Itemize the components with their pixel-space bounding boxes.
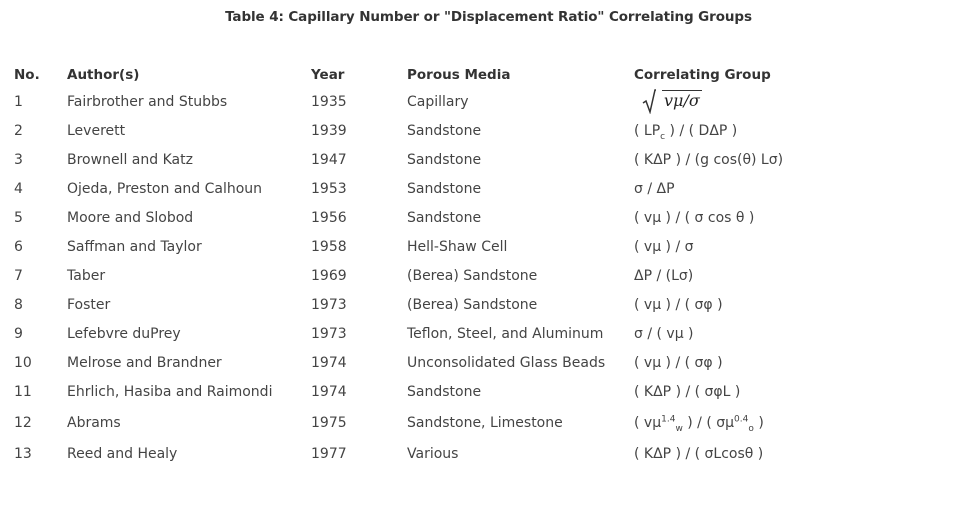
group-part: ) / ( DΔP ) xyxy=(665,123,738,139)
row-no: 2 xyxy=(14,123,23,139)
table-row xyxy=(0,204,977,233)
table-row xyxy=(0,349,977,378)
row-no: 1 xyxy=(14,94,23,110)
row-correlating-group: ( vμ ) / ( σ cos θ ) xyxy=(634,210,755,226)
row-no: 4 xyxy=(14,181,23,197)
row-correlating-group: ( vμ ) / ( σφ ) xyxy=(634,355,723,371)
row-correlating-group: ( KΔP ) / (g cos(θ) Lσ) xyxy=(634,152,784,168)
group-subscript: w xyxy=(675,423,683,434)
row-author: Fairbrother and Stubbs xyxy=(67,94,228,110)
group-subscript: o xyxy=(748,423,754,434)
row-no: 10 xyxy=(14,355,32,371)
row-porous-media: Various xyxy=(407,446,459,462)
table-header-row xyxy=(0,62,977,88)
row-author: Leverett xyxy=(67,123,126,139)
header-no: No. xyxy=(14,67,40,83)
row-correlating-group: ( vμ ) / ( σφ ) xyxy=(634,297,723,313)
row-year: 1939 xyxy=(311,123,347,139)
table-row xyxy=(0,378,977,407)
table-row xyxy=(0,440,977,469)
row-year: 1958 xyxy=(311,239,347,255)
row-correlating-group: σ / ΔP xyxy=(634,181,675,197)
row-no: 8 xyxy=(14,297,23,313)
row-correlating-group: ( KΔP ) / ( σφL ) xyxy=(634,384,741,400)
row-year: 1969 xyxy=(311,268,347,284)
row-porous-media: Sandstone xyxy=(407,210,482,226)
row-author: Ehrlich, Hasiba and Raimondi xyxy=(67,384,273,400)
row-author: Lefebvre duPrey xyxy=(67,326,181,342)
square-root-icon xyxy=(642,88,656,114)
table-row xyxy=(0,407,977,440)
table-row xyxy=(0,117,977,146)
row-author: Abrams xyxy=(67,415,121,431)
row-no: 9 xyxy=(14,326,23,342)
group-superscript: 0.4 xyxy=(734,414,749,425)
row-no: 7 xyxy=(14,268,23,284)
row-porous-media: Sandstone xyxy=(407,384,482,400)
group-part: ( LP xyxy=(634,123,661,139)
row-correlating-group xyxy=(634,117,737,146)
row-year: 1974 xyxy=(311,355,347,371)
row-correlating-group: σ / ( vμ ) xyxy=(634,326,694,342)
row-correlating-group xyxy=(634,407,764,440)
row-porous-media: Sandstone, Limestone xyxy=(407,415,563,431)
row-author: Reed and Healy xyxy=(67,446,178,462)
row-year: 1935 xyxy=(311,94,347,110)
row-year: 1973 xyxy=(311,326,347,342)
row-porous-media: (Berea) Sandstone xyxy=(407,268,538,284)
row-no: 3 xyxy=(14,152,23,168)
table-row xyxy=(0,146,977,175)
table-row xyxy=(0,291,977,320)
row-porous-media: Unconsolidated Glass Beads xyxy=(407,355,606,371)
header-author: Author(s) xyxy=(67,67,140,83)
row-correlating-group: ( KΔP ) / ( σLcosθ ) xyxy=(634,446,764,462)
row-porous-media: Teflon, Steel, and Aluminum xyxy=(407,326,604,342)
table-caption: Table 4: Capillary Number or "Displacement Ratio" Correlating Groups xyxy=(225,9,752,25)
table-row xyxy=(0,262,977,291)
row-year: 1953 xyxy=(311,181,347,197)
row-correlating-group: ΔP / (Lσ) xyxy=(634,268,694,284)
row-no: 11 xyxy=(14,384,32,400)
row-correlating-group xyxy=(642,88,702,117)
row-porous-media: Hell-Shaw Cell xyxy=(407,239,508,255)
row-year: 1974 xyxy=(311,384,347,400)
row-year: 1973 xyxy=(311,297,347,313)
row-porous-media: (Berea) Sandstone xyxy=(407,297,538,313)
radicand: vμ/σ xyxy=(664,91,700,110)
header-year: Year xyxy=(311,67,345,83)
row-author: Melrose and Brandner xyxy=(67,355,222,371)
row-porous-media: Sandstone xyxy=(407,181,482,197)
group-subscript: c xyxy=(660,131,666,142)
row-no: 13 xyxy=(14,446,32,462)
row-no: 12 xyxy=(14,415,32,431)
group-part: ) / ( σμ xyxy=(682,415,735,431)
row-year: 1975 xyxy=(311,415,347,431)
header-correlating-group: Correlating Group xyxy=(634,67,771,83)
table-row xyxy=(0,88,977,117)
group-superscript: 1.4 xyxy=(661,414,676,425)
row-no: 6 xyxy=(14,239,23,255)
row-porous-media: Capillary xyxy=(407,94,469,110)
row-year: 1956 xyxy=(311,210,347,226)
square-root-expression xyxy=(642,88,702,114)
correlating-groups-table xyxy=(0,62,977,469)
row-author: Saffman and Taylor xyxy=(67,239,202,255)
row-porous-media: Sandstone xyxy=(407,152,482,168)
table-row xyxy=(0,175,977,204)
group-part: ) xyxy=(753,415,764,431)
group-part: ( vμ xyxy=(634,415,662,431)
row-author: Moore and Slobod xyxy=(67,210,194,226)
table-row xyxy=(0,320,977,349)
row-no: 5 xyxy=(14,210,23,226)
row-author: Taber xyxy=(67,268,106,284)
header-porous-media: Porous Media xyxy=(407,67,511,83)
row-author: Brownell and Katz xyxy=(67,152,193,168)
table-row xyxy=(0,233,977,262)
row-author: Ojeda, Preston and Calhoun xyxy=(67,181,263,197)
row-correlating-group: ( vμ ) / σ xyxy=(634,239,694,255)
row-author: Foster xyxy=(67,297,111,313)
row-year: 1977 xyxy=(311,446,347,462)
row-porous-media: Sandstone xyxy=(407,123,482,139)
row-year: 1947 xyxy=(311,152,347,168)
